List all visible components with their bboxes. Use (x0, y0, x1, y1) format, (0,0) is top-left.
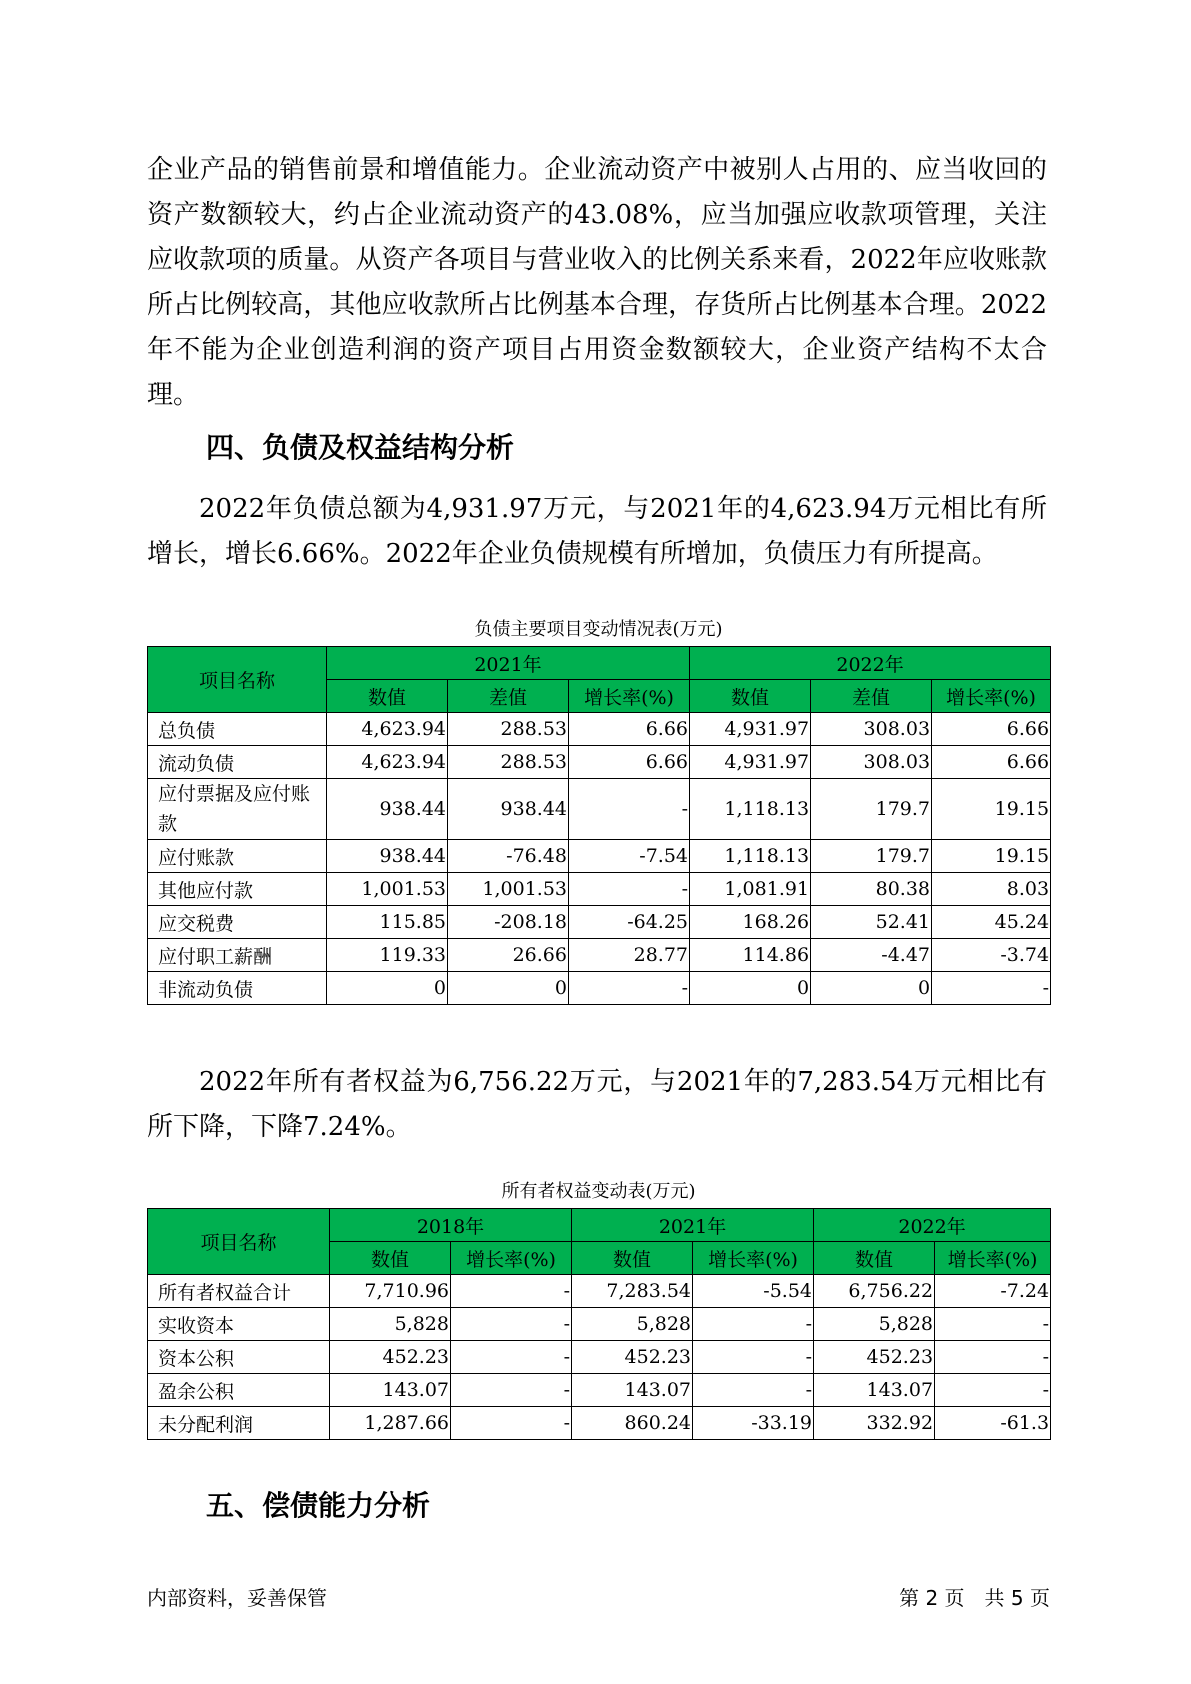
table-cell: 1,287.66 (330, 1407, 451, 1440)
table-cell: 179.7 (811, 840, 932, 873)
table2-caption: 所有者权益变动表(万元) (501, 1181, 696, 1202)
table-cell: 452.23 (814, 1341, 935, 1374)
table-cell: 5,828 (330, 1308, 451, 1341)
table-cell: 28.77 (569, 939, 690, 972)
table-cell: 938.44 (448, 779, 569, 840)
paragraph-equity-summary: 2022年所有者权益为6,756.22万元，与2021年的7,283.54万元相比有所下降，下降7.24%。 (147, 1067, 1047, 1142)
table-cell: - (935, 1341, 1051, 1374)
table-cell: -7.24 (935, 1275, 1051, 1308)
table1-caption: 负债主要项目变动情况表(万元) (474, 619, 723, 640)
table2-subheader: 增长率(%) (693, 1242, 814, 1275)
table-cell: 288.53 (448, 713, 569, 746)
table-cell: 7,710.96 (330, 1275, 451, 1308)
table-cell: 1,081.91 (690, 873, 811, 906)
table-row (148, 939, 1051, 972)
table-cell: 6,756.22 (814, 1275, 935, 1308)
table-cell: -7.54 (569, 840, 690, 873)
table-cell: 45.24 (932, 906, 1051, 939)
table-cell: 0 (690, 972, 811, 1005)
table-cell: 26.66 (448, 939, 569, 972)
table-cell: 114.86 (690, 939, 811, 972)
table-cell: 5,828 (814, 1308, 935, 1341)
table-cell: -33.19 (693, 1407, 814, 1440)
table-cell: - (935, 1374, 1051, 1407)
table-cell: - (693, 1374, 814, 1407)
table2-year-header: 2021年 (572, 1209, 814, 1242)
table-cell: 52.41 (811, 906, 932, 939)
table2-subheader: 数值 (572, 1242, 693, 1275)
table2-item-header: 项目名称 (148, 1209, 330, 1275)
table-cell: 6.66 (569, 713, 690, 746)
table-cell: 179.7 (811, 779, 932, 840)
table2-year-header: 2022年 (814, 1209, 1051, 1242)
table-cell: 4,931.97 (690, 713, 811, 746)
table1-item-header: 项目名称 (148, 647, 327, 713)
row-label: 盈余公积 (148, 1374, 330, 1407)
table-cell: 115.85 (327, 906, 448, 939)
table-cell: 143.07 (814, 1374, 935, 1407)
table-cell: 143.07 (330, 1374, 451, 1407)
row-label: 其他应付款 (148, 873, 327, 906)
table-cell: -61.3 (935, 1407, 1051, 1440)
row-label: 总负债 (148, 713, 327, 746)
table-cell: - (451, 1407, 572, 1440)
table2-subheader: 数值 (330, 1242, 451, 1275)
footer-page-number: 第 2 页 共 5 页 (899, 1586, 1050, 1610)
table-cell: 1,001.53 (327, 873, 448, 906)
table-row (148, 1374, 1051, 1407)
row-label: 应交税费 (148, 906, 327, 939)
table-cell: 6.66 (932, 746, 1051, 779)
row-label: 应付账款 (148, 840, 327, 873)
table-cell: - (451, 1275, 572, 1308)
table-cell: 860.24 (572, 1407, 693, 1440)
table2-year-header: 2018年 (330, 1209, 572, 1242)
table-cell: 452.23 (572, 1341, 693, 1374)
table-cell: - (932, 972, 1051, 1005)
table-row (148, 1275, 1051, 1308)
table1-subheader: 数值 (690, 680, 811, 713)
heading-solvency-analysis: 五、偿债能力分析 (206, 1489, 431, 1522)
row-label: 应付票据及应付账款 (148, 779, 327, 840)
table-cell: -64.25 (569, 906, 690, 939)
table-cell: 4,623.94 (327, 713, 448, 746)
table-row (148, 873, 1051, 906)
table-cell: 6.66 (569, 746, 690, 779)
table-cell: 0 (327, 972, 448, 1005)
table1-year-header: 2021年 (327, 647, 690, 680)
table-cell: 19.15 (932, 840, 1051, 873)
table-cell: -4.47 (811, 939, 932, 972)
table-cell: 19.15 (932, 779, 1051, 840)
table1-subheader: 数值 (327, 680, 448, 713)
table-cell: - (693, 1341, 814, 1374)
row-label: 资本公积 (148, 1341, 330, 1374)
table-cell: 938.44 (327, 840, 448, 873)
table-cell: 1,118.13 (690, 840, 811, 873)
table-cell: 308.03 (811, 746, 932, 779)
table-row (148, 779, 1051, 840)
row-label: 实收资本 (148, 1308, 330, 1341)
row-label: 应付职工薪酬 (148, 939, 327, 972)
table-cell: 4,931.97 (690, 746, 811, 779)
table-cell: 7,283.54 (572, 1275, 693, 1308)
table-cell: 168.26 (690, 906, 811, 939)
table-cell: 5,828 (572, 1308, 693, 1341)
table-cell: -208.18 (448, 906, 569, 939)
table-cell: - (569, 972, 690, 1005)
table-cell: 288.53 (448, 746, 569, 779)
row-label: 非流动负债 (148, 972, 327, 1005)
table-cell: - (569, 779, 690, 840)
table-cell: -5.54 (693, 1275, 814, 1308)
liability-table (147, 646, 1051, 1005)
table-row (148, 972, 1051, 1005)
table-row (148, 1341, 1051, 1374)
table2-subheader: 增长率(%) (935, 1242, 1051, 1275)
table2-subheader: 数值 (814, 1242, 935, 1275)
table-cell: 80.38 (811, 873, 932, 906)
row-label: 未分配利润 (148, 1407, 330, 1440)
table2-subheader: 增长率(%) (451, 1242, 572, 1275)
table-cell: 0 (811, 972, 932, 1005)
paragraph-liability-summary: 2022年负债总额为4,931.97万元，与2021年的4,623.94万元相比有所增长，增长6.66%。2022年企业负债规模有所增加，负债压力有所提高。 (147, 494, 1047, 569)
table-cell: 0 (448, 972, 569, 1005)
row-label: 所有者权益合计 (148, 1275, 330, 1308)
table-cell: 1,118.13 (690, 779, 811, 840)
table1-subheader: 增长率(%) (932, 680, 1051, 713)
table-cell: 6.66 (932, 713, 1051, 746)
table-cell: 332.92 (814, 1407, 935, 1440)
table-cell: 143.07 (572, 1374, 693, 1407)
table-cell: -3.74 (932, 939, 1051, 972)
table-row (148, 1407, 1051, 1440)
table1-subheader: 差值 (811, 680, 932, 713)
table-row (148, 906, 1051, 939)
table1-year-header: 2022年 (690, 647, 1051, 680)
table-cell: - (693, 1308, 814, 1341)
table-cell: - (935, 1308, 1051, 1341)
table-row (148, 713, 1051, 746)
table-cell: 938.44 (327, 779, 448, 840)
table-cell: 119.33 (327, 939, 448, 972)
table1-subheader: 增长率(%) (569, 680, 690, 713)
table-row (148, 746, 1051, 779)
row-label: 流动负债 (148, 746, 327, 779)
table-cell: - (451, 1341, 572, 1374)
footer-confidential-note: 内部资料，妥善保管 (147, 1586, 327, 1610)
table-cell: - (451, 1374, 572, 1407)
table-cell: - (451, 1308, 572, 1341)
equity-table (147, 1208, 1051, 1440)
table-cell: 308.03 (811, 713, 932, 746)
table-cell: - (569, 873, 690, 906)
paragraph-asset-structure: 企业产品的销售前景和增值能力。企业流动资产中被别人占用的、应当收回的资产数额较大，约占企业流动资产的43.08%，应当加强应收款项管理，关注应收款项的质量。从资产各项目与营业收入的比例关系来看，2022年应收账款所占比例较高，其他应收款所占比例基本合理，存货所占比例基本合理。2022年不能为企业创造利润的资产项目占用资金数额较大，企业资产结构不太合理。 (147, 155, 1047, 410)
table-row (148, 840, 1051, 873)
table-cell: 1,001.53 (448, 873, 569, 906)
table-row (148, 1308, 1051, 1341)
table-cell: 8.03 (932, 873, 1051, 906)
table1-subheader: 差值 (448, 680, 569, 713)
table-cell: 452.23 (330, 1341, 451, 1374)
table-cell: -76.48 (448, 840, 569, 873)
table-cell: 4,623.94 (327, 746, 448, 779)
heading-liability-equity-analysis: 四、负债及权益结构分析 (206, 431, 515, 464)
